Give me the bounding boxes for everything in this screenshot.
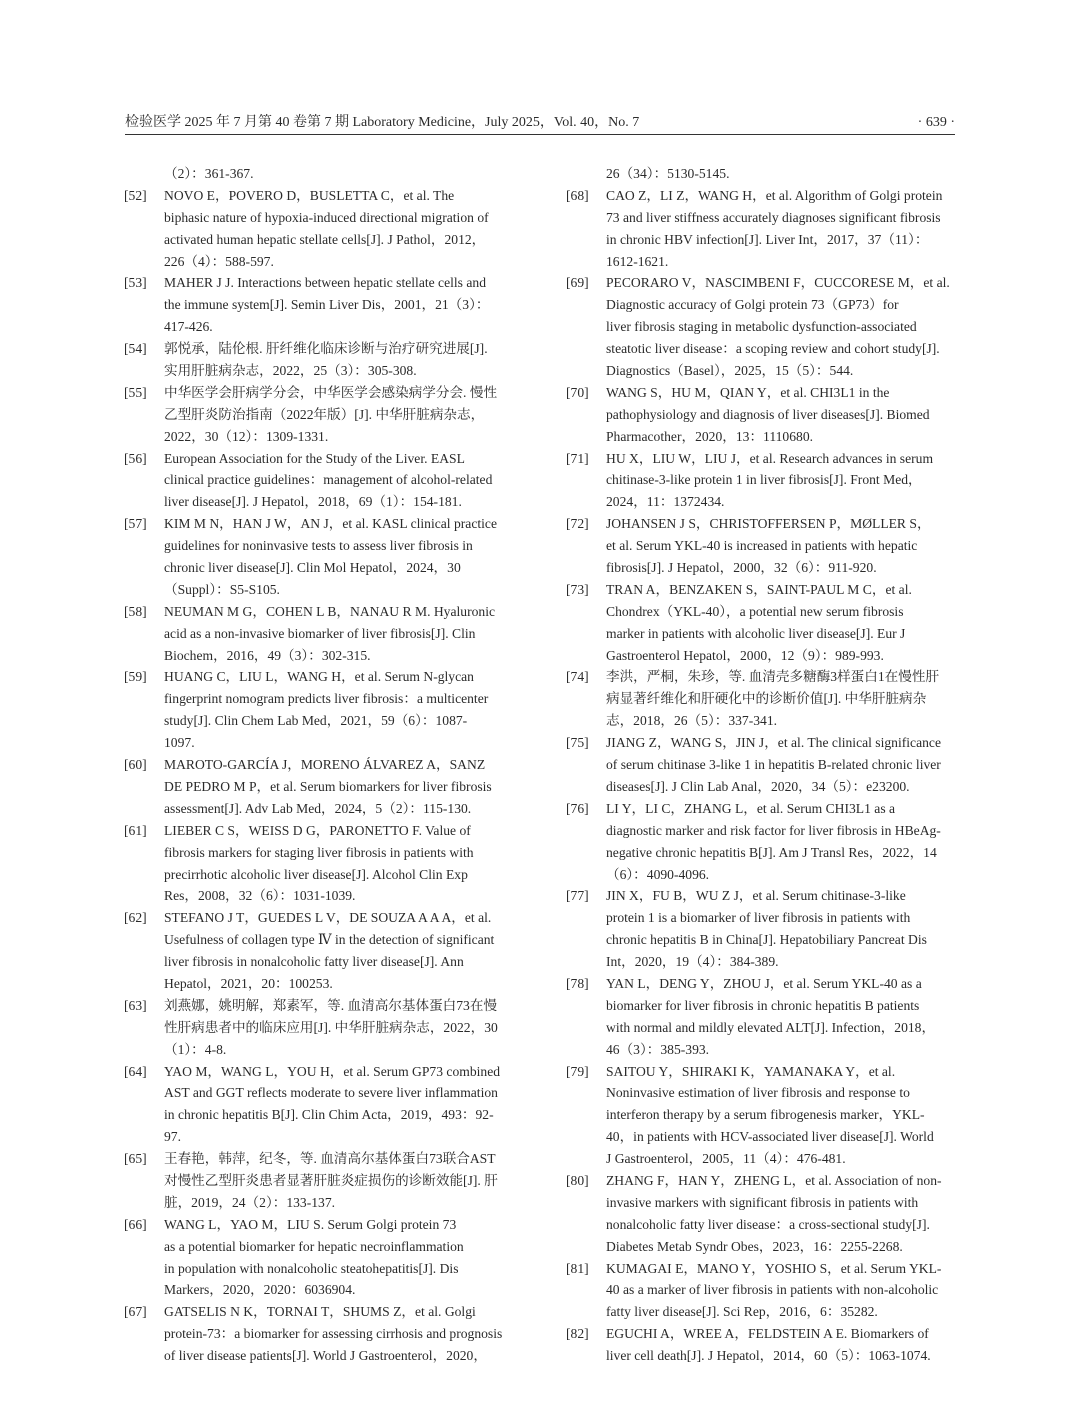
reference-number: [57] <box>124 516 147 532</box>
reference-line <box>566 426 956 448</box>
reference-line <box>566 776 956 798</box>
reference-text: HU X，LIU W，LIU J，et al. Research advances in serum <box>606 450 934 466</box>
reference-text: Diabetes Metab Syndr Obes，2023，16：2255-2268. <box>606 1238 903 1254</box>
reference-text: JIN X，FU B，WU Z J，et al. Serum chitinase-3-like <box>606 888 906 904</box>
reference-text: Chondrex（YKL-40），a potential new serum fibrosis <box>606 603 904 619</box>
reference-line <box>566 294 956 316</box>
reference-text: WANG S，HU M，QIAN Y，et al. CHI3L1 in the <box>606 384 890 400</box>
reference-line <box>124 951 514 973</box>
reference-line <box>566 645 956 667</box>
reference-line <box>124 1170 514 1192</box>
reference-text: NOVO E，POVERO D，BUSLETTA C，et al. The <box>164 187 455 203</box>
reference-text: chronic hepatitis B in China[J]. Hepatobiliary Pancreat Dis <box>606 932 927 948</box>
reference-text: Markers，2020，2020：6036904. <box>164 1282 356 1298</box>
reference-line <box>124 1323 514 1345</box>
reference-line <box>124 1214 514 1236</box>
reference-text: KIM M N，HAN J W，AN J，et al. KASL clinical practice <box>164 516 497 532</box>
reference-line <box>566 1061 956 1083</box>
reference-number: [55] <box>124 384 147 400</box>
running-header <box>125 114 955 135</box>
reference-line <box>566 842 956 864</box>
reference-line <box>124 820 514 842</box>
reference-number: [60] <box>124 757 147 773</box>
reference-line <box>566 1236 956 1258</box>
reference-text: 73 and liver stiffness accurately diagnoses significant fibrosis <box>606 209 941 225</box>
reference-text: activated human hepatic stellate cells[J]. J Pathol，2012， <box>164 231 486 247</box>
reference-text: DE PEDRO M P，et al. Serum biomarkers for liver fibrosis <box>164 778 492 794</box>
reference-text: precirrhotic alcoholic liver disease[J]. Alcohol Clin Exp <box>164 866 468 882</box>
reference-text: PECORARO V，NASCIMBENI F，CUCCORESE M，et al. <box>606 275 950 291</box>
reference-text: liver fibrosis in nonalcoholic fatty liver disease[J]. Ann <box>164 954 464 970</box>
reference-line <box>124 1301 514 1323</box>
reference-text: EGUCHI A，WREE A，FELDSTEIN A E. Biomarkers of <box>606 1326 929 1342</box>
reference-text: WANG L，YAO M，LIU S. Serum Golgi protein 73 <box>164 1216 457 1232</box>
page-number: · 639 · <box>917 115 955 130</box>
reference-line <box>124 929 514 951</box>
reference-text: et al. Serum YKL-40 is increased in patients with hepatic <box>606 538 918 554</box>
reference-line <box>566 185 956 207</box>
reference-text: J Gastroenterol，2005，11（4）：476-481. <box>606 1151 846 1167</box>
reference-text: ZHANG F，HAN Y，ZHENG L，et al. Association of non- <box>606 1172 942 1188</box>
reference-text: diseases[J]. J Clin Lab Anal，2020，34（5）：e23200. <box>606 778 910 794</box>
reference-text: negative chronic hepatitis B[J]. Am J Transl Res，2022，14 <box>606 844 937 860</box>
reference-text: of liver disease patients[J]. World J Gastroenterol，2020， <box>164 1348 487 1364</box>
reference-number: [62] <box>124 910 147 926</box>
reference-line <box>566 1214 956 1236</box>
reference-text: Diagnostics（Basel），2025，15（5）：544. <box>606 363 854 379</box>
reference-number: [75] <box>566 735 589 751</box>
reference-line <box>566 1192 956 1214</box>
reference-text: LIEBER C S，WEISS D G，PARONETTO F. Value of <box>164 822 471 838</box>
reference-text: 40，in patients with HCV-associated liver disease[J]. World <box>606 1129 934 1145</box>
reference-text: 2022，30（12）：1309-1331. <box>164 428 329 444</box>
reference-line <box>124 251 514 273</box>
reference-line <box>566 1345 956 1367</box>
reference-text: Hepatol，2021，20：100253. <box>164 975 333 991</box>
reference-line <box>566 1039 956 1061</box>
reference-line <box>566 623 956 645</box>
reference-text: as a potential biomarker for hepatic necroinflammation <box>164 1238 464 1254</box>
reference-line <box>124 601 514 623</box>
reference-text: Diagnostic accuracy of Golgi protein 73（GP73）for <box>606 297 899 313</box>
reference-text: chitinase-3-like protein 1 in liver fibrosis[J]. Front Med， <box>606 472 922 488</box>
reference-text: assessment[J]. Adv Lab Med，2024，5（2）：115-130. <box>164 800 472 816</box>
reference-text: HUANG C，LIU L，WANG H，et al. Serum N-glycan <box>164 669 474 685</box>
reference-text: 46（3）：385-393. <box>606 1041 710 1057</box>
reference-text: 1097. <box>164 735 195 751</box>
reference-text: Gastroenterol Hepatol，2000，12（9）：989-993. <box>606 647 884 663</box>
reference-line <box>124 338 514 360</box>
reference-number: [74] <box>566 669 589 685</box>
reference-text: interferon therapy by a serum fibrogenesis marker，YKL- <box>606 1107 925 1123</box>
reference-number: [69] <box>566 275 589 291</box>
reference-number: [78] <box>566 975 589 991</box>
reference-line <box>124 732 514 754</box>
reference-line <box>124 776 514 798</box>
right-reference-column <box>566 163 956 1367</box>
reference-text: 乙型肝炎防治指南（2022年版）[J]. 中华肝脏病杂志， <box>164 406 485 422</box>
reference-text: of serum chitinase 3-like 1 in hepatitis B-related chronic liver <box>606 757 941 773</box>
reference-text: 病显著纤维化和肝硬化中的诊断价值[J]. 中华肝脏病杂 <box>606 691 927 707</box>
reference-text: liver fibrosis staging in metabolic dysfunction-associated <box>606 319 917 335</box>
reference-text: Noninvasive estimation of liver fibrosis and response to <box>606 1085 910 1101</box>
reference-line <box>124 688 514 710</box>
reference-line <box>566 579 956 601</box>
reference-text: 2024，11：1372434. <box>606 494 725 510</box>
reference-number: [59] <box>124 669 147 685</box>
reference-number: [53] <box>124 275 147 291</box>
reference-line <box>124 885 514 907</box>
reference-text: in chronic hepatitis B[J]. Clin Chim Acta，2019，493：92- <box>164 1107 494 1123</box>
reference-text: with normal and mildly elevated ALT[J]. Infection，2018， <box>606 1019 936 1035</box>
reference-line <box>124 710 514 732</box>
reference-line <box>566 1323 956 1345</box>
reference-number: [76] <box>566 800 589 816</box>
reference-text: CAO Z，LI Z，WANG H，et al. Algorithm of Golgi protein <box>606 187 943 203</box>
reference-number: [58] <box>124 603 147 619</box>
reference-line <box>124 513 514 535</box>
reference-line <box>566 535 956 557</box>
reference-number: [54] <box>124 341 147 357</box>
reference-line <box>124 1061 514 1083</box>
reference-line <box>124 404 514 426</box>
reference-text: acid as a non-invasive biomarker of liver fibrosis[J]. Clin <box>164 625 476 641</box>
reference-text: （2）：361-367. <box>164 166 254 181</box>
reference-line <box>124 864 514 886</box>
reference-line <box>566 251 956 273</box>
left-reference-column <box>124 163 514 1367</box>
reference-line <box>124 623 514 645</box>
reference-text: European Association for the Study of the Liver. EASL <box>164 450 465 466</box>
reference-text: protein-73：a biomarker for assessing cirrhosis and prognosis <box>164 1326 503 1342</box>
reference-text: chronic liver disease[J]. Clin Mol Hepatol，2024，30 <box>164 560 461 576</box>
reference-line <box>124 1258 514 1280</box>
reference-line <box>124 1082 514 1104</box>
reference-text: AST and GGT reflects moderate to severe liver inflammation <box>164 1085 498 1101</box>
reference-line <box>124 1017 514 1039</box>
reference-text: fingerprint nomogram predicts liver fibrosis：a multicenter <box>164 691 489 707</box>
reference-line <box>566 229 956 251</box>
reference-text: 刘燕娜，姚明解，郑素军，等. 血清高尔基体蛋白73在慢 <box>164 997 498 1013</box>
reference-line <box>124 754 514 776</box>
reference-line <box>566 732 956 754</box>
reference-line <box>124 185 514 207</box>
reference-line <box>566 360 956 382</box>
reference-text: 李洪，严桐，朱珍，等. 血清壳多糖酶3样蛋白1在慢性肝 <box>606 669 940 685</box>
reference-line <box>566 1170 956 1192</box>
reference-text: 26（34）：5130-5145. <box>606 166 730 181</box>
reference-number: [81] <box>566 1260 589 1276</box>
reference-line <box>124 207 514 229</box>
reference-text: SAITOU Y，SHIRAKI K，YAMANAKA Y，et al. <box>606 1063 896 1079</box>
reference-line <box>566 885 956 907</box>
reference-text: fibrosis[J]. J Hepatol，2000，32（6）：911-920. <box>606 560 877 576</box>
reference-line <box>566 601 956 623</box>
reference-text: 226（4）：588-597. <box>164 253 274 269</box>
reference-number: [63] <box>124 997 147 1013</box>
reference-line <box>566 754 956 776</box>
reference-text: （6）：4090-4096. <box>606 866 710 882</box>
reference-line <box>124 448 514 470</box>
reference-line <box>124 382 514 404</box>
reference-line <box>124 1039 514 1061</box>
reference-text: 417-426. <box>164 319 213 335</box>
reference-line <box>566 163 956 185</box>
reference-line <box>124 535 514 557</box>
reference-text: study[J]. Clin Chem Lab Med，2021，59（6）：1087- <box>164 713 468 729</box>
reference-text: YAN L，DENG Y，ZHOU J，et al. Serum YKL-40 as a <box>606 975 922 991</box>
reference-text: 97. <box>164 1129 181 1145</box>
reference-line <box>566 929 956 951</box>
reference-number: [73] <box>566 581 589 597</box>
reference-line <box>566 907 956 929</box>
reference-text: Biochem，2016，49（3）：302-315. <box>164 647 371 663</box>
reference-text: （Suppl）：S5-S105. <box>164 581 280 597</box>
reference-text: invasive markers with significant fibrosis in patients with <box>606 1194 919 1210</box>
reference-number: [64] <box>124 1063 147 1079</box>
reference-line <box>566 1279 956 1301</box>
reference-line <box>566 820 956 842</box>
reference-line <box>566 404 956 426</box>
reference-line <box>124 1279 514 1301</box>
reference-text: KUMAGAI E，MANO Y，YOSHIO S，et al. Serum YKL- <box>606 1260 942 1276</box>
reference-text: fibrosis markers for staging liver fibrosis in patients with <box>164 844 474 860</box>
reference-text: 性肝病患者中的临床应用[J]. 中华肝脏病杂志，2022，30 <box>164 1019 498 1035</box>
reference-line <box>124 645 514 667</box>
reference-text: 40 as a marker of liver fibrosis in patients with non-alcoholic <box>606 1282 939 1298</box>
reference-line <box>566 1017 956 1039</box>
reference-line <box>124 426 514 448</box>
reference-text: steatotic liver disease：a scoping review and cohort study[J]. <box>606 341 940 357</box>
reference-text: pathophysiology and diagnosis of liver diseases[J]. Biomed <box>606 406 930 422</box>
reference-line <box>124 1345 514 1367</box>
reference-text: MAHER J J. Interactions between hepatic stellate cells and <box>164 275 486 291</box>
reference-text: MAROTO-GARCÍA J，MORENO ÁLVAREZ A，SANZ <box>164 757 486 773</box>
reference-text: 中华医学会肝病学分会，中华医学会感染病学分会. 慢性 <box>164 384 498 400</box>
reference-line <box>566 207 956 229</box>
reference-line <box>124 1192 514 1214</box>
reference-text: 王春艳，韩萍，纪冬，等. 血清高尔基体蛋白73联合AST <box>164 1151 496 1167</box>
reference-number: [80] <box>566 1172 589 1188</box>
reference-text: clinical practice guidelines：management of alcohol-related <box>164 472 493 488</box>
reference-text: JOHANSEN J S，CHRISTOFFERSEN P，MØLLER S， <box>606 516 931 532</box>
reference-text: （1）：4-8. <box>164 1041 227 1057</box>
reference-line <box>124 469 514 491</box>
reference-line <box>124 1126 514 1148</box>
reference-text: Res，2008，32（6）：1031-1039. <box>164 888 356 904</box>
reference-number: [77] <box>566 888 589 904</box>
reference-line <box>124 272 514 294</box>
reference-number: [71] <box>566 450 589 466</box>
reference-text: TRAN A，BENZAKEN S，SAINT-PAUL M C，et al. <box>606 581 912 597</box>
reference-text: liver disease[J]. J Hepatol，2018，69（1）：154-181. <box>164 494 462 510</box>
reference-text: the immune system[J]. Semin Liver Dis，2001，21（3）： <box>164 297 490 313</box>
reference-text: biomarker for liver fibrosis in chronic hepatitis B patients <box>606 997 920 1013</box>
reference-text: in population with nonalcoholic steatohepatitis[J]. Dis <box>164 1260 459 1276</box>
reference-text: protein 1 is a biomarker of liver fibrosis in patients with <box>606 910 911 926</box>
reference-line <box>566 1126 956 1148</box>
reference-line <box>566 1301 956 1323</box>
reference-text: Int，2020，19（4）：384-389. <box>606 954 779 970</box>
reference-line <box>124 973 514 995</box>
reference-line <box>124 907 514 929</box>
reference-line <box>124 163 514 185</box>
reference-line <box>566 1082 956 1104</box>
reference-text: 脏，2019，24（2）：133-137. <box>164 1194 336 1210</box>
reference-line <box>566 338 956 360</box>
reference-line <box>124 1148 514 1170</box>
reference-text: diagnostic marker and risk factor for liver fibrosis in HBeAg- <box>606 822 941 838</box>
reference-line <box>124 842 514 864</box>
reference-line <box>566 951 956 973</box>
reference-number: [61] <box>124 822 147 838</box>
reference-line <box>124 491 514 513</box>
reference-line <box>566 382 956 404</box>
reference-line <box>566 448 956 470</box>
reference-text: STEFANO J T，GUEDES L V，DE SOUZA A A A，et al. <box>164 910 492 926</box>
reference-line <box>124 360 514 382</box>
reference-text: Usefulness of collagen type Ⅳ in the detection of significant <box>164 932 495 948</box>
reference-text: nonalcoholic fatty liver disease：a cross-sectional study[J]. <box>606 1216 930 1232</box>
reference-text: GATSELIS N K，TORNAI T，SHUMS Z，et al. Golgi <box>164 1304 476 1320</box>
reference-number: [72] <box>566 516 589 532</box>
reference-line <box>566 272 956 294</box>
reference-text: 1612-1621. <box>606 253 669 269</box>
reference-line <box>124 579 514 601</box>
reference-line <box>566 469 956 491</box>
reference-line <box>124 557 514 579</box>
reference-text: 志，2018，26（5）：337-341. <box>606 713 778 729</box>
reference-text: guidelines for noninvasive tests to assess liver fibrosis in <box>164 538 473 554</box>
reference-line <box>566 666 956 688</box>
reference-line <box>566 688 956 710</box>
reference-number: [68] <box>566 187 589 203</box>
reference-line <box>124 316 514 338</box>
reference-line <box>566 1148 956 1170</box>
reference-number: [82] <box>566 1326 589 1342</box>
reference-line <box>124 666 514 688</box>
reference-number: [79] <box>566 1063 589 1079</box>
reference-line <box>124 1236 514 1258</box>
reference-text: biphasic nature of hypoxia-induced directional migration of <box>164 209 489 225</box>
reference-line <box>124 294 514 316</box>
reference-text: Pharmacother，2020，13：1110680. <box>606 428 814 444</box>
reference-line <box>566 1258 956 1280</box>
reference-line <box>124 229 514 251</box>
reference-text: NEUMAN M G，COHEN L B，NANAU R M. Hyaluronic <box>164 603 496 619</box>
reference-line <box>566 557 956 579</box>
reference-number: [65] <box>124 1151 147 1167</box>
reference-text: in chronic HBV infection[J]. Liver Int，2017，37（11）： <box>606 231 929 247</box>
reference-text: 实用肝脏病杂志，2022，25（3）：305-308. <box>164 363 417 379</box>
reference-line <box>566 491 956 513</box>
reference-number: [56] <box>124 450 147 466</box>
reference-line <box>566 316 956 338</box>
reference-line <box>566 1104 956 1126</box>
reference-number: [52] <box>124 187 147 203</box>
reference-text: JIANG Z，WANG S，JIN J，et al. The clinical significance <box>606 735 941 751</box>
reference-line <box>566 798 956 820</box>
reference-text: 对慢性乙型肝炎患者显著肝脏炎症损伤的诊断效能[J]. 肝 <box>164 1172 498 1188</box>
reference-line <box>124 1104 514 1126</box>
reference-text: 郭悦承，陆伦根. 肝纤维化临床诊断与治疗研究进展[J]. <box>164 341 488 357</box>
reference-line <box>124 798 514 820</box>
reference-line <box>566 513 956 535</box>
reference-number: [66] <box>124 1216 147 1232</box>
reference-text: LI Y，LI C，ZHANG L，et al. Serum CHI3L1 as a <box>606 800 896 816</box>
reference-number: [67] <box>124 1304 147 1320</box>
journal-title: 检验医学 2025 年 7 月第 40 卷第 7 期 Laboratory Medicine，July 2025，Vol. 40，No. 7 <box>125 115 640 130</box>
reference-line <box>566 973 956 995</box>
reference-text: YAO M，WANG L，YOU H，et al. Serum GP73 combined <box>164 1063 501 1079</box>
reference-line <box>124 995 514 1017</box>
reference-line <box>566 995 956 1017</box>
reference-number: [70] <box>566 384 589 400</box>
reference-line <box>566 864 956 886</box>
reference-text: liver cell death[J]. J Hepatol，2014，60（5）：1063-1074. <box>606 1348 931 1364</box>
reference-text: fatty liver disease[J]. Sci Rep，2016，6：35282. <box>606 1304 878 1320</box>
reference-line <box>566 710 956 732</box>
reference-text: marker in patients with alcoholic liver disease[J]. Eur J <box>606 625 906 641</box>
